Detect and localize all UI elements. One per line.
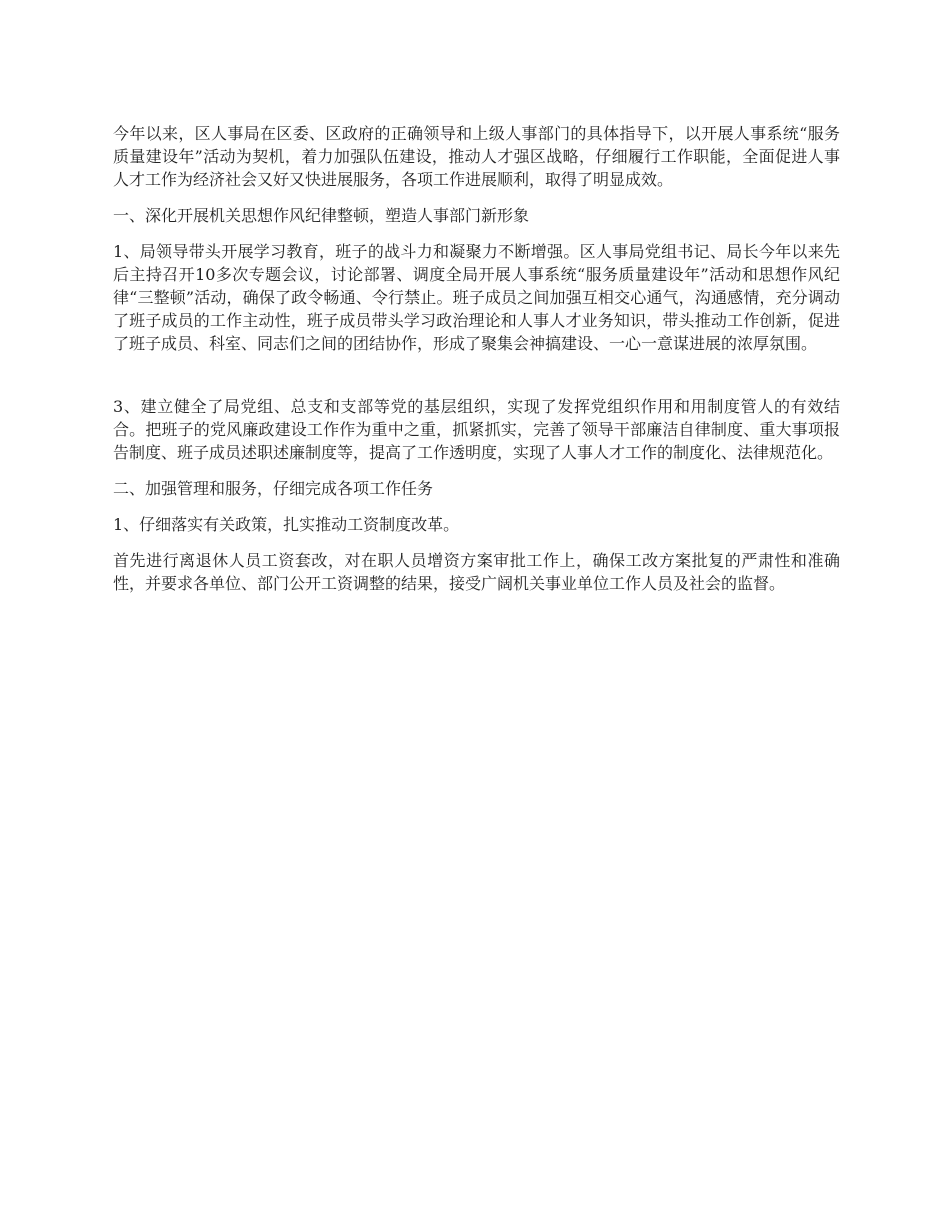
item-paragraph-3: 3、建立健全了局党组、总支和支部等党的基层组织，实现了发挥党组织作用和用制度管人的有效结合。把班子的党风廉政建设工作作为重中之重，抓紧抓实，完善了领导干部廉洁自律制度、重大事项报告制度、班子成员述职述廉制度等，提高了工作透明度，实现了人事人才工作的制度化、法律规范化。 (113, 397, 840, 462)
section-heading-2: 二、加强管理和服务，仔细完成各项工作任务 (113, 479, 434, 498)
document-body (113, 122, 840, 608)
section-heading-1: 一、深化开展机关思想作风纪律整顿，塑造人事部门新形象 (113, 206, 530, 225)
sub-heading-1: 1、仔细落实有关政策，扎实推动工资制度改革。 (113, 515, 460, 534)
body-paragraph: 首先进行离退休人员工资套改，对在职人员增资方案审批工作上，确保工改方案批复的严肃性和准确性，并要求各单位、部门公开工资调整的结果，接受广阔机关事业单位工作人员及社会的监督。 (113, 551, 840, 593)
intro-paragraph: 今年以来，区人事局在区委、区政府的正确领导和上级人事部门的具体指导下，以开展人事系统“服务质量建设年”活动为契机，着力加强队伍建设，推动人才强区战略，仔细履行工作职能，全面促进人事人才工作为经济社会又好又快进展服务，各项工作进展顺利，取得了明显成效。 (113, 124, 840, 189)
item-paragraph-1: 1、局领导带头开展学习教育，班子的战斗力和凝聚力不断增强。区人事局党组书记、局长今年以来先后主持召开10多次专题会议，讨论部署、调度全局开展人事系统“服务质量建设年”活动和思想作风纪律“三整顿”活动，确保了政令畅通、令行禁止。班子成员之间加强互相交心通气，沟通感情，充分调动了班子成员的工作主动性，班子成员带头学习政治理论和人事人才业务知识，带头推动工作创新，促进了班子成员、科室、同志们之间的团结协作，形成了聚集会神搞建设、一心一意谋进展的浓厚氛围。 (113, 242, 840, 353)
